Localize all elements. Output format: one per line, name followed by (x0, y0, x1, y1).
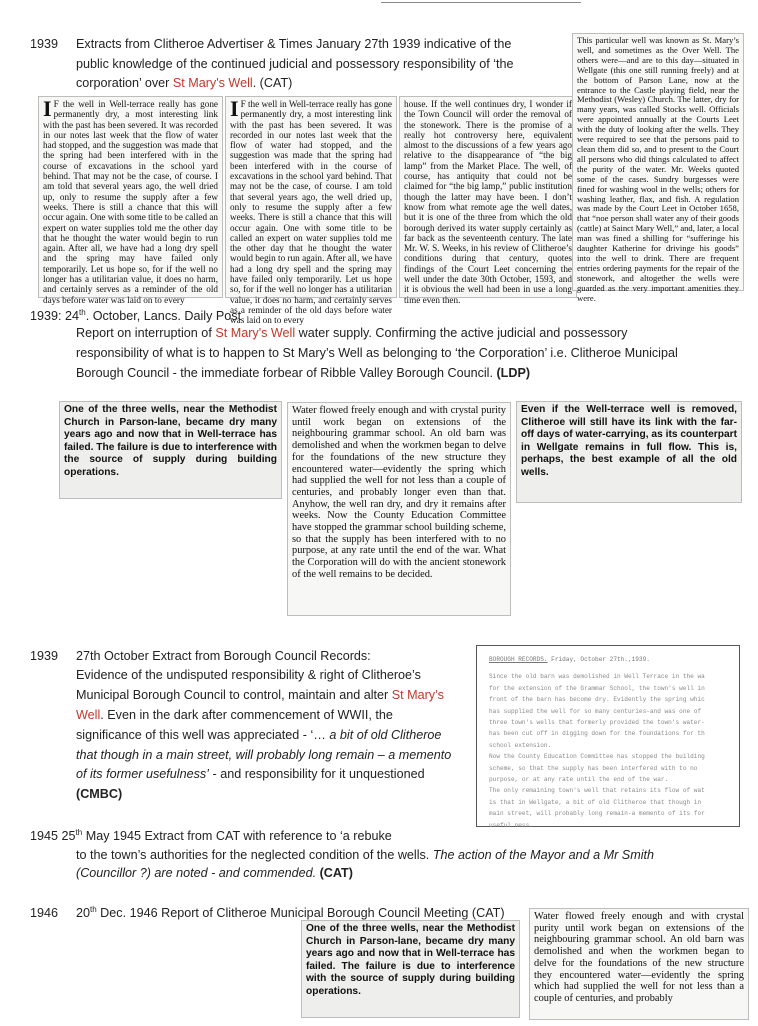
newspaper-clipping: I F the well in Well-terrace really has gone permanently dry, a most interesting link with the past has been severed. It was recorded in our notes last week that the flow of water had stopped, and the suggestion was made that the spring had been interfered with in the course of excavations in the school yard behind. That may not be the case, of course. I am told that several years ago, the well dried up, only to resume the supply after a few weeks. There is still a chance that this will occur again. One with some title to be called an expert on water supplies told me the other day that he thought the water would begin to run again. After all, we have had a long dry spell and the spring may have failed only temporarily. Let us hope so, for if the well no longer has a utilitarian value, it does no harm, and certainly serves as a reminder of the old days before water was laid on to every (38, 96, 223, 298)
newspaper-clipping: house. If the well continues dry, I wonder if the Town Council will order the removal of the stonework. There is the promise of a really hot controversy here, equivalent almost to the discussions of a few years ago relative to the disappearance of “the big lamp” from the Market Place. The well, of course, has antiquity that could not be claimed for “the big lamp,” public institution though the latter may have been. I don’t know from what remote age the well dates, but it is one of the three from which the old borough derived its water supply certainly as far back as the seventeenth century. The late Mr. W. S. Weeks, in his review of Clitheroe’s conditions during that century, quotes findings of the Court Leet concerning the well under the date 30th October, 1593, and it is obvious the well had been in use a long time even then. (399, 96, 577, 298)
record-line: for the extension of the Grammar School, the town's well in (489, 684, 705, 692)
newspaper-clipping: Water flowed freely enough and with crystal purity until work began on extensions of the neighbouring grammar school. An old barn was demolished and when the workmen began to delve for the foundations of the new structure they encountered water—evidently the spring which had supplied the well for not less than a couple of centuries, and probably (529, 908, 749, 1020)
record-line: The only remaining town's well that retains its flow of wat (489, 787, 705, 795)
well-name-highlight: St Mary's Well (215, 326, 296, 340)
newspaper-clipping: This particular well was known as St. Mary’s well, and sometimes as the Over Well. The others were—and are to this day—situated in Wellgate (this one still running freely) and at the bottom of Parson Lane, now at the entrance to the Castle playing field, near the Methodist (Wesley) Church. The latter, dry for many years, was called Stocks well. Officials were appointed annually at the Courts Leet with the duty of looking after the wells. They were required to see that the persons paid to clean them did so, and to present to the Court all persons who did things calculated to affect the purity of the water. Mr. Weeks quoted some of the cases. Sundry burgesses were fined for washing wool in the wells; others for washing leather, flax, and fish. A regulation was made by the Court Leet in October 1658, that “noe person shall water any of their goods (cattle) at Sainct Mary Well,” and, later, a local man was fined a shilling for “sufferinge his daughter Katherine for drivinge his goods” into the well to drink. There are frequent entries ordering payments for the repair of the stonework, and altogether the wells were guarded as the very important amenities they were. (572, 33, 744, 291)
entry-1939-cmbc-line4: Well. Even in the dark after commencement of WWII, the (76, 708, 393, 722)
record-line: has supplied the well for so many centuries-and was one of (489, 707, 702, 715)
record-line: Now the County Education Committee has stopped the building (489, 753, 705, 761)
entry-1939-cmbc-line1: 27th October Extract from Borough Council Records: (76, 649, 371, 663)
entry-1945-line3: (Councillor ?) are noted - and commended. (CAT) (76, 866, 353, 880)
entry-1939-cmbc-line2: Evidence of the undisputed responsibility & right of Clitheroe’s (76, 668, 421, 682)
record-line: Since the old barn was demolished in Well Terrace in the wa (489, 673, 705, 681)
entry-year: 1939 (30, 649, 59, 663)
newspaper-clipping: I F the well in Well-terrace really has gone permanently dry, a most interesting link with the past has been severed. It was recorded in our notes last week that the flow of water had stopped, and the suggestion was made that the spring had been interfered with in the course of excavations in the school yard behind. That may not be the case, of course. I am told that several years ago, the well dried up, only to resume the supply after a few weeks. There is still a chance that this will occur again. One with some title to be called an expert on water supplies told me the other day that he thought the water would begin to run again. After all, we have had a long dry spell and the spring may have failed only temporarily. Let us hope so, for if the well no longer has a utilitarian value, it does no harm, and certainly serves as a reminder of the old days before water was laid on to every (225, 96, 397, 298)
entry-1946-heading: 20th Dec. 1946 Report of Clitheroe Municipal Borough Council Meeting (CAT) (76, 904, 505, 920)
entry-1939-ldp-line3: Borough Council - the immediate forbear of Ribble Valley Borough Council. (LDP) (76, 366, 531, 380)
entry-1939-cat-line2: public knowledge of the continued judicial and possessory responsibility of ‘the (76, 57, 514, 71)
well-name-highlight: Well (76, 708, 101, 722)
record-line: front of the barn has become dry. Evidently the spring whic (489, 696, 705, 704)
page-top-rule (381, 0, 581, 3)
record-line: scheme, so that the supply has been interfered with to no (489, 764, 698, 772)
entry-1939-cmbc-line5: significance of this well was appreciated - ‘… a bit of old Clitheroe (76, 728, 442, 742)
entry-1945-heading: 1945 25th May 1945 Extract from CAT with reference to ‘a rebuke (30, 827, 392, 843)
record-line: is that in Wellgate, a bit of old Clitheroe that though in (489, 798, 702, 806)
record-line: school extension. (489, 741, 552, 749)
record-line: main street, will probably long remain-a memento of its for (489, 810, 705, 818)
newspaper-clipping: One of the three wells, near the Methodist Church in Parson-lane, became dry many years ago and now that in Well-terrace has failed. The failure is due to interference with the source of supply during building operations. (59, 401, 282, 499)
entry-1939-cmbc-line8: (CMBC) (76, 787, 123, 801)
record-line: useful ness. (489, 821, 533, 829)
well-name-highlight: St Mary's Well (172, 76, 253, 90)
newspaper-clipping: Even if the Well-terrace well is removed, Clitheroe will still have its link with the far-off days of water-carrying, as its counterpart in Wellgate remains in full flow. This is, perhaps, the best example of all the old wells. (516, 401, 742, 503)
entry-1939-ldp-heading: 1939: 24th. October, Lancs. Daily Post (30, 307, 242, 323)
record-line: three town's wells that formerly provided the town's water- (489, 719, 705, 727)
newspaper-clipping: Water flowed freely enough and with crystal purity until work began on extensions of the neighbouring grammar school. An old barn was demolished and when the workmen began to delve for the foundations of the new structure they encountered water—evidently the spring which had supplied the well for not less than a couple of centuries, and probably longer even than that. Anyhow, the well ran dry, and dry it remains after weeks. Now the County Education Committee have stopped the grammar school building scheme, so that the supply has been interfered with to no purpose, at any rate until the end of the war. What the Corporation will do with the ancient stonework of the well remains to be decided. (287, 402, 511, 616)
record-line: purpose, or at any rate until the end of the war. (489, 776, 669, 784)
entry-1939-cmbc-line6: that though in a main street, will probably long remain – a memento (76, 748, 452, 762)
borough-record-typescript: BOROUGH RECORDS. Friday, October 27th.,1939. Since the old barn was demolished in Well Terrace in the wa for the extension of the Grammar School, the town's well in front of the barn has become dry. Evidently the spring whic has supplied the well for so many centuries-and was one of three town's wells that formerly provided the town's water- has been cut off in digging down for the foundations for th school extension. Now the County Education Committee has stopped the building scheme, so that the supply has been interfered with to no purpose, or at any rate until the end of the war. The only remaining town's well that retains its flow of wat is that in Wellgate, a bit of old Clitheroe that though in main street, will probably long remain-a memento of its for useful ness. (476, 645, 740, 827)
entry-year: 1946 (30, 906, 59, 920)
well-name-highlight: St Mary’s (391, 688, 444, 702)
entry-1939-ldp-line1: Report on interruption of St Mary's Well water supply. Confirming the active judicial and possessory (76, 326, 628, 340)
entry-1939-cmbc-line3: Municipal Borough Council to control, maintain and alter St Mary’s (76, 688, 444, 702)
entry-1939-cat-line1: Extracts from Clitheroe Advertiser & Times January 27th 1939 indicative of the (76, 37, 512, 51)
entry-year: 1939 (30, 37, 59, 51)
entry-1939-ldp-line2: responsibility of what is to happen to St Mary’s Well as belonging to ‘the Corporation’ i.e. Clitheroe Municipal (76, 346, 678, 360)
entry-1939-cat-line3: corporation’ over St Mary's Well. (CAT) (76, 76, 293, 90)
entry-1939-cmbc-line7: of its former usefulness’ - and responsibility for it unquestioned (76, 767, 425, 781)
record-line: has been cut off in digging down for the foundations for th (489, 730, 705, 738)
entry-1945-line2: to the town’s authorities for the neglected condition of the wells. The action of the Mayor and a Mr Smith (76, 848, 655, 862)
newspaper-clipping: One of the three wells, near the Methodist Church in Parson-lane, became dry many years ago and now that in Well-terrace has failed. The failure is due to interference with the source of supply during building operations. (301, 920, 520, 1018)
